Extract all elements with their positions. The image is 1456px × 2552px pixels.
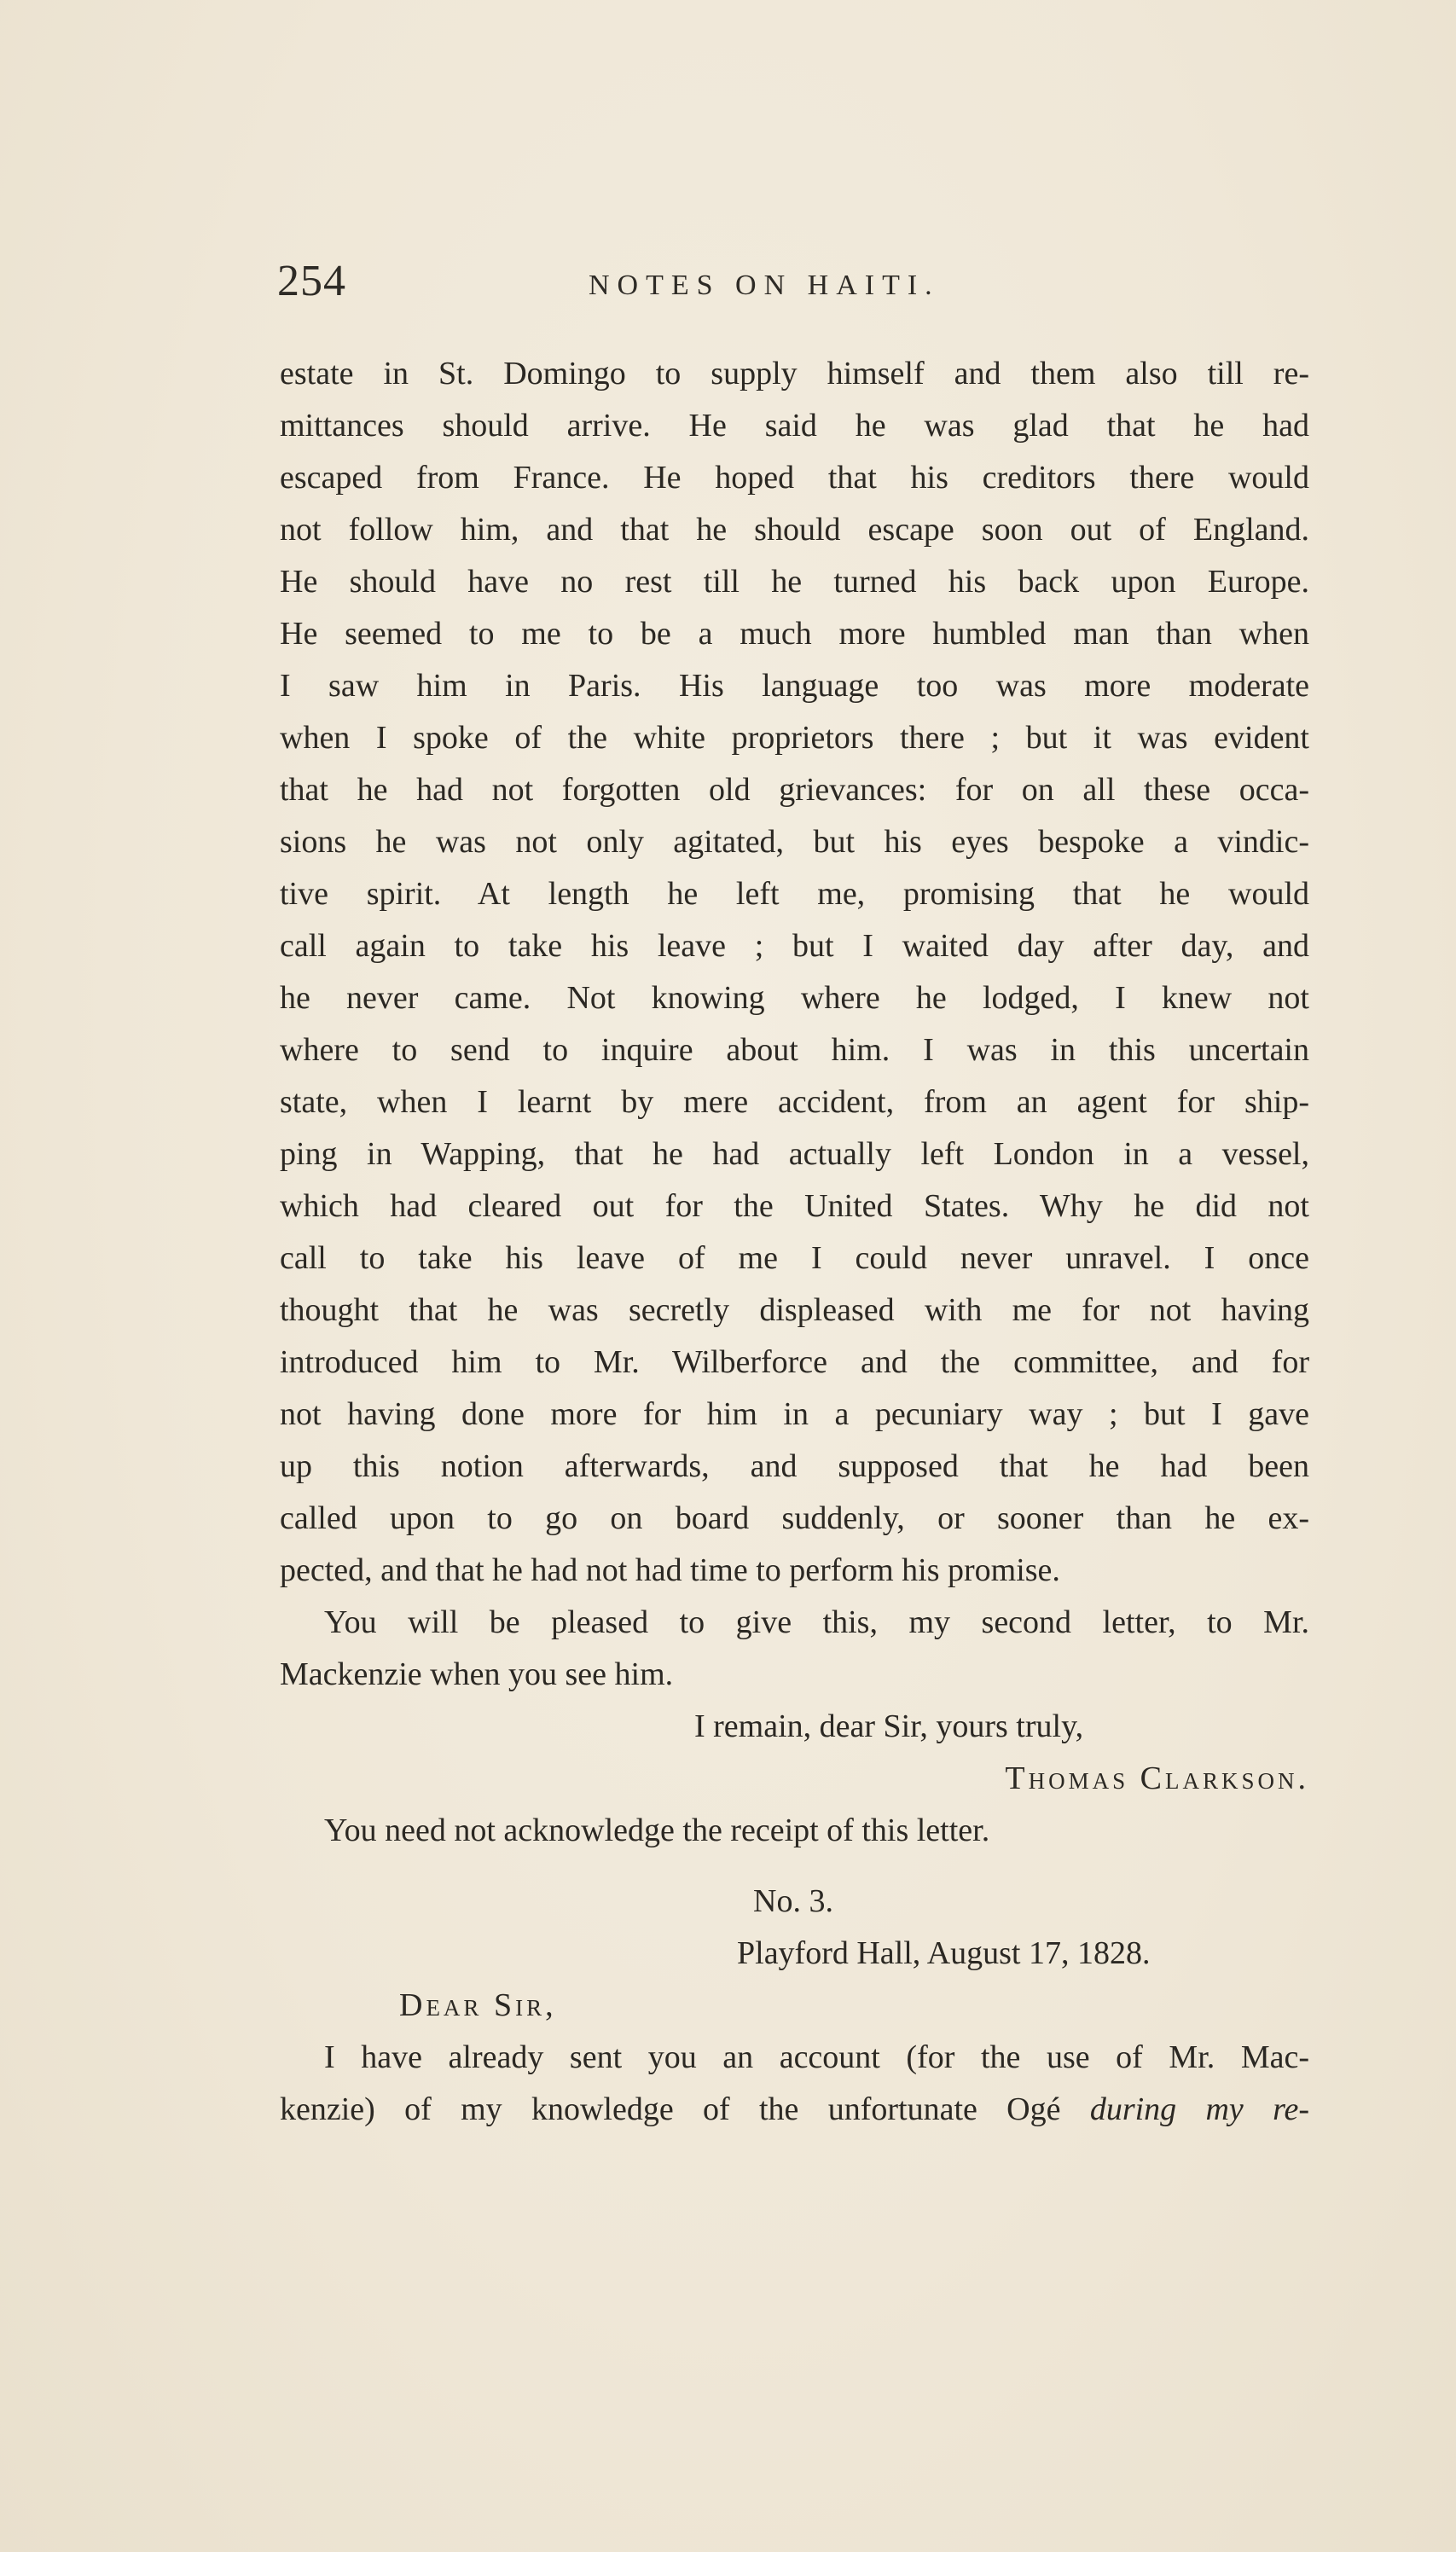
paragraph-line: when I spoke of the white proprietors there ; but it was evident — [280, 720, 1309, 756]
paragraph-line: He seemed to me to be a much more humbled man than when — [280, 616, 1309, 652]
salutation — [280, 1980, 1309, 2032]
paragraph-line: pected, and that he had not had time to perform his promise. — [280, 1552, 1060, 1588]
paragraph-line: called upon to go on board suddenly, or sooner than he ex- — [280, 1500, 1309, 1536]
paragraph-line: which had cleared out for the United States. Why he did not — [280, 1188, 1309, 1224]
paragraph-line: call to take his leave of me I could never unravel. I once — [280, 1240, 1309, 1276]
paragraph-line: not follow him, and that he should escape soon out of England. — [280, 512, 1309, 548]
page-number: 254 — [277, 257, 346, 305]
paragraph-line: call again to take his leave ; but I waited day after day, and — [280, 928, 1309, 964]
closing-paragraph-line: You will be pleased to give this, my second letter, to Mr. — [324, 1604, 1309, 1640]
signature — [280, 1753, 1309, 1805]
signature-text: Thomas Clarkson. — [1005, 1760, 1309, 1796]
salutation-text: Dear Sir, — [399, 1987, 557, 2023]
paragraph-line: he never came. Not knowing where he lodged, I knew not — [280, 980, 1309, 1016]
paragraph-line: thought that he was secretly displeased with me for not having — [280, 1292, 1309, 1328]
letter-dateline: Playford Hall, August 17, 1828. — [737, 1935, 1151, 1971]
letter-body-paragraph — [280, 348, 1309, 1597]
text-block — [280, 348, 1309, 2136]
paragraph-line: ping in Wapping, that he had actually left London in a vessel, — [280, 1136, 1309, 1172]
letter-body-line — [280, 2084, 1309, 2136]
paragraph-line: sions he was not only agitated, but his eyes bespoke a vindic- — [280, 824, 1309, 860]
page-header — [277, 256, 1309, 316]
letter-body-italic: during my re- — [1089, 2091, 1309, 2127]
paragraph-line: He should have no rest till he turned his back upon Europe. — [280, 564, 1309, 600]
section-gap — [280, 1857, 1309, 1876]
paragraph-line: where to send to inquire about him. I was in this uncertain — [280, 1032, 1309, 1068]
paragraph-line: introduced him to Mr. Wilberforce and the committee, and for — [280, 1344, 1309, 1380]
running-title: NOTES ON HAITI. — [589, 270, 940, 301]
letter-body-roman: kenzie) of my knowledge of the unfortunate Ogé — [280, 2091, 1090, 2127]
paragraph-line: up this notion afterwards, and supposed that he had been — [280, 1448, 1309, 1484]
letter-number-heading: No. 3. — [753, 1883, 833, 1919]
valediction: I remain, dear Sir, yours truly, — [694, 1708, 1084, 1744]
paragraph-line: state, when I learnt by mere accident, from an agent for ship- — [280, 1084, 1309, 1120]
paragraph-line: not having done more for him in a pecuniary way ; but I gave — [280, 1396, 1309, 1432]
letter-body-line: I have already sent you an account (for the use of Mr. Mac- — [324, 2039, 1309, 2075]
paragraph-line: tive spirit. At length he left me, promising that he would — [280, 876, 1309, 912]
postscript: You need not acknowledge the receipt of this letter. — [324, 1812, 990, 1848]
closing-paragraph-line: Mackenzie when you see him. — [280, 1656, 674, 1692]
paragraph-line: that he had not forgotten old grievances: for on all these occa- — [280, 772, 1309, 808]
paragraph-line: estate in St. Domingo to supply himself and them also till re- — [280, 356, 1309, 392]
paragraph-line: I saw him in Paris. His language too was more moderate — [280, 668, 1309, 704]
paragraph-line: escaped from France. He hoped that his creditors there would — [280, 460, 1309, 496]
paragraph-line: mittances should arrive. He said he was glad that he had — [280, 408, 1309, 444]
